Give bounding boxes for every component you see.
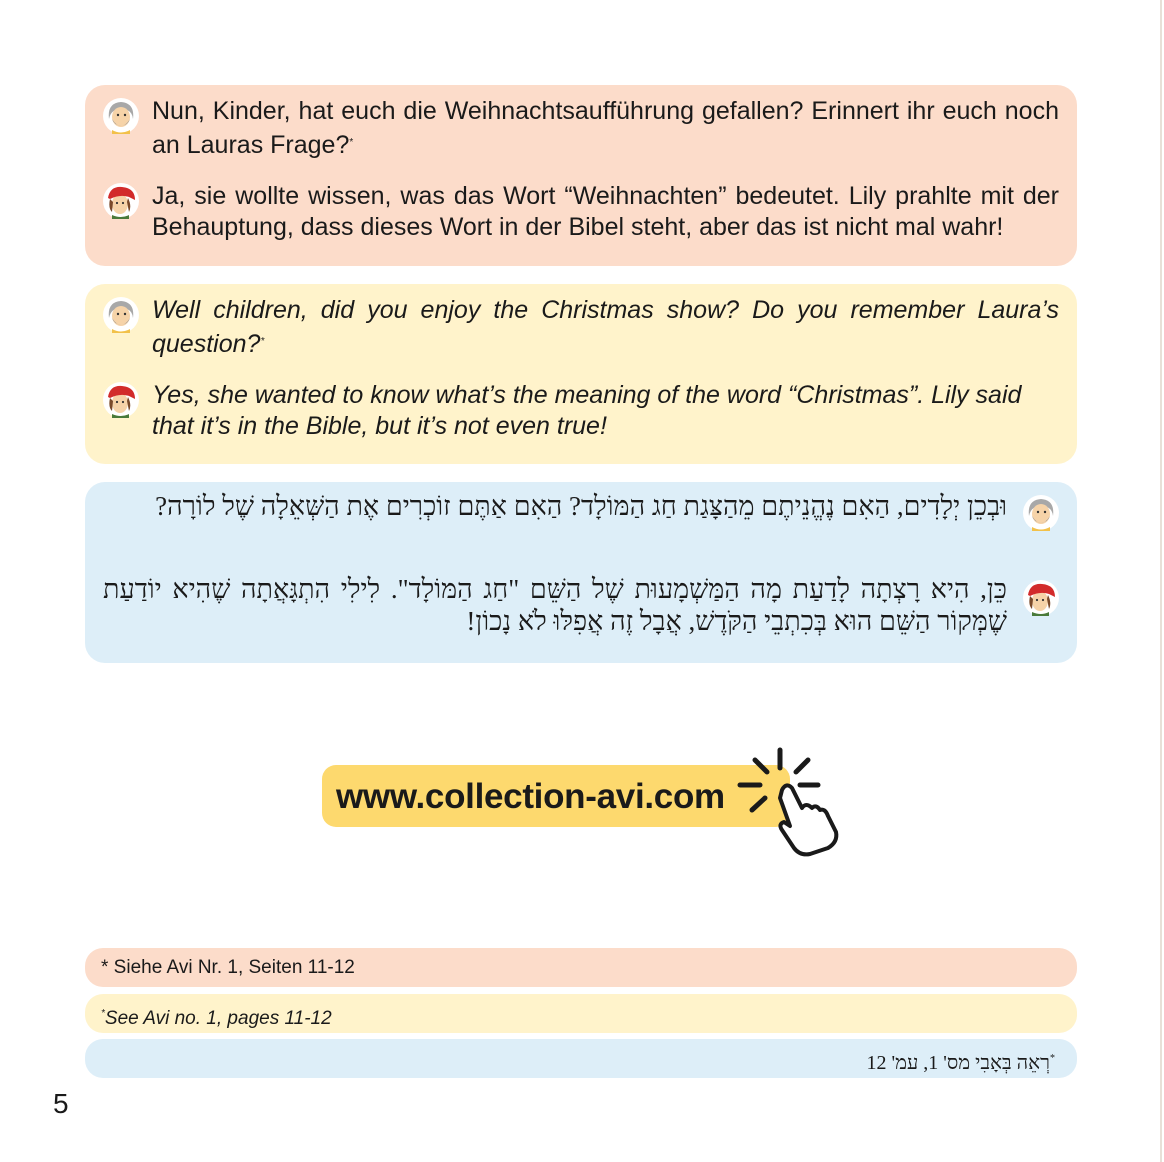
boy-avatar-icon — [102, 381, 140, 419]
hebrew-dialogue-box — [85, 482, 1077, 663]
boy-avatar-icon — [102, 182, 140, 220]
hebrew-line-grandfather: וּבְכֵן יְלָדִים, הַאִם נֶהֱנֵיתֶם מֵהַצָּגַת חַג הַמּוֹלָד? הַאִם אַתֶּם זוֹכְרִים אֶת הַשְּׁאֵלָה שֶׁל לוֹרָה? — [155, 491, 1007, 521]
website-link-button[interactable] — [322, 765, 790, 827]
page-number: 5 — [53, 1088, 69, 1119]
footnote-hebrew: *רְאֵה בְּאָבִי מס' 1, עמ' 12 — [85, 1039, 1077, 1078]
english-dialogue-box — [85, 284, 1077, 464]
footnote-english: *See Avi no. 1, pages 11-12 — [85, 994, 1077, 1033]
footnote-mark: * — [260, 336, 265, 347]
grandfather-avatar-icon — [102, 97, 140, 135]
german-line-grandfather: Nun, Kinder, hat euch die Weihnachtsaufführung gefallen? Erinnert ihr euch noch an Lauras Frage?* — [152, 97, 1059, 159]
hebrew-line-boy: כֵּן, הִיא רָצְתָה לָדַעַת מָה הַמַּשְׁמָעוּת שֶׁל הַשֵּׁם "חַג הַמּוֹלָד". לִילִי הִתְגָּאֲתָה שֶׁהִיא יוֹדַעַת שֶׁמְּקוֹר הַשֵּׁם הוּא בְּכִתְבֵי הַקֹּדֶשׁ, אֲבָל זֶה אֲפִלּוּ לֹא נָכוֹן! — [103, 574, 1007, 636]
page-edge — [1160, 0, 1162, 1162]
boy-avatar-icon — [1022, 579, 1060, 617]
german-dialogue-box — [85, 85, 1077, 266]
english-line-grandfather: Well children, did you enjoy the Christmas show? Do you remember Laura’s question?* — [152, 296, 1059, 358]
website-link-label[interactable]: www.collection-avi.com — [336, 777, 725, 816]
click-hand-icon — [730, 740, 850, 860]
footnote-mark: * — [349, 137, 354, 148]
grandfather-avatar-icon — [1022, 494, 1060, 532]
grandfather-avatar-icon — [102, 296, 140, 334]
english-line-boy: Yes, she wanted to know what’s the meaning of the word “Christmas”. Lily said that it’s in the Bible, but it’s not even true! — [152, 381, 1022, 440]
footnote-german: * Siehe Avi Nr. 1, Seiten 11-12 — [85, 948, 1077, 987]
german-line-boy: Ja, sie wollte wissen, was das Wort “Weihnachten” bedeutet. Lily prahlte mit der Behauptung, dass dieses Wort in der Bibel steht, aber das ist nicht mal wahr! — [152, 182, 1059, 241]
